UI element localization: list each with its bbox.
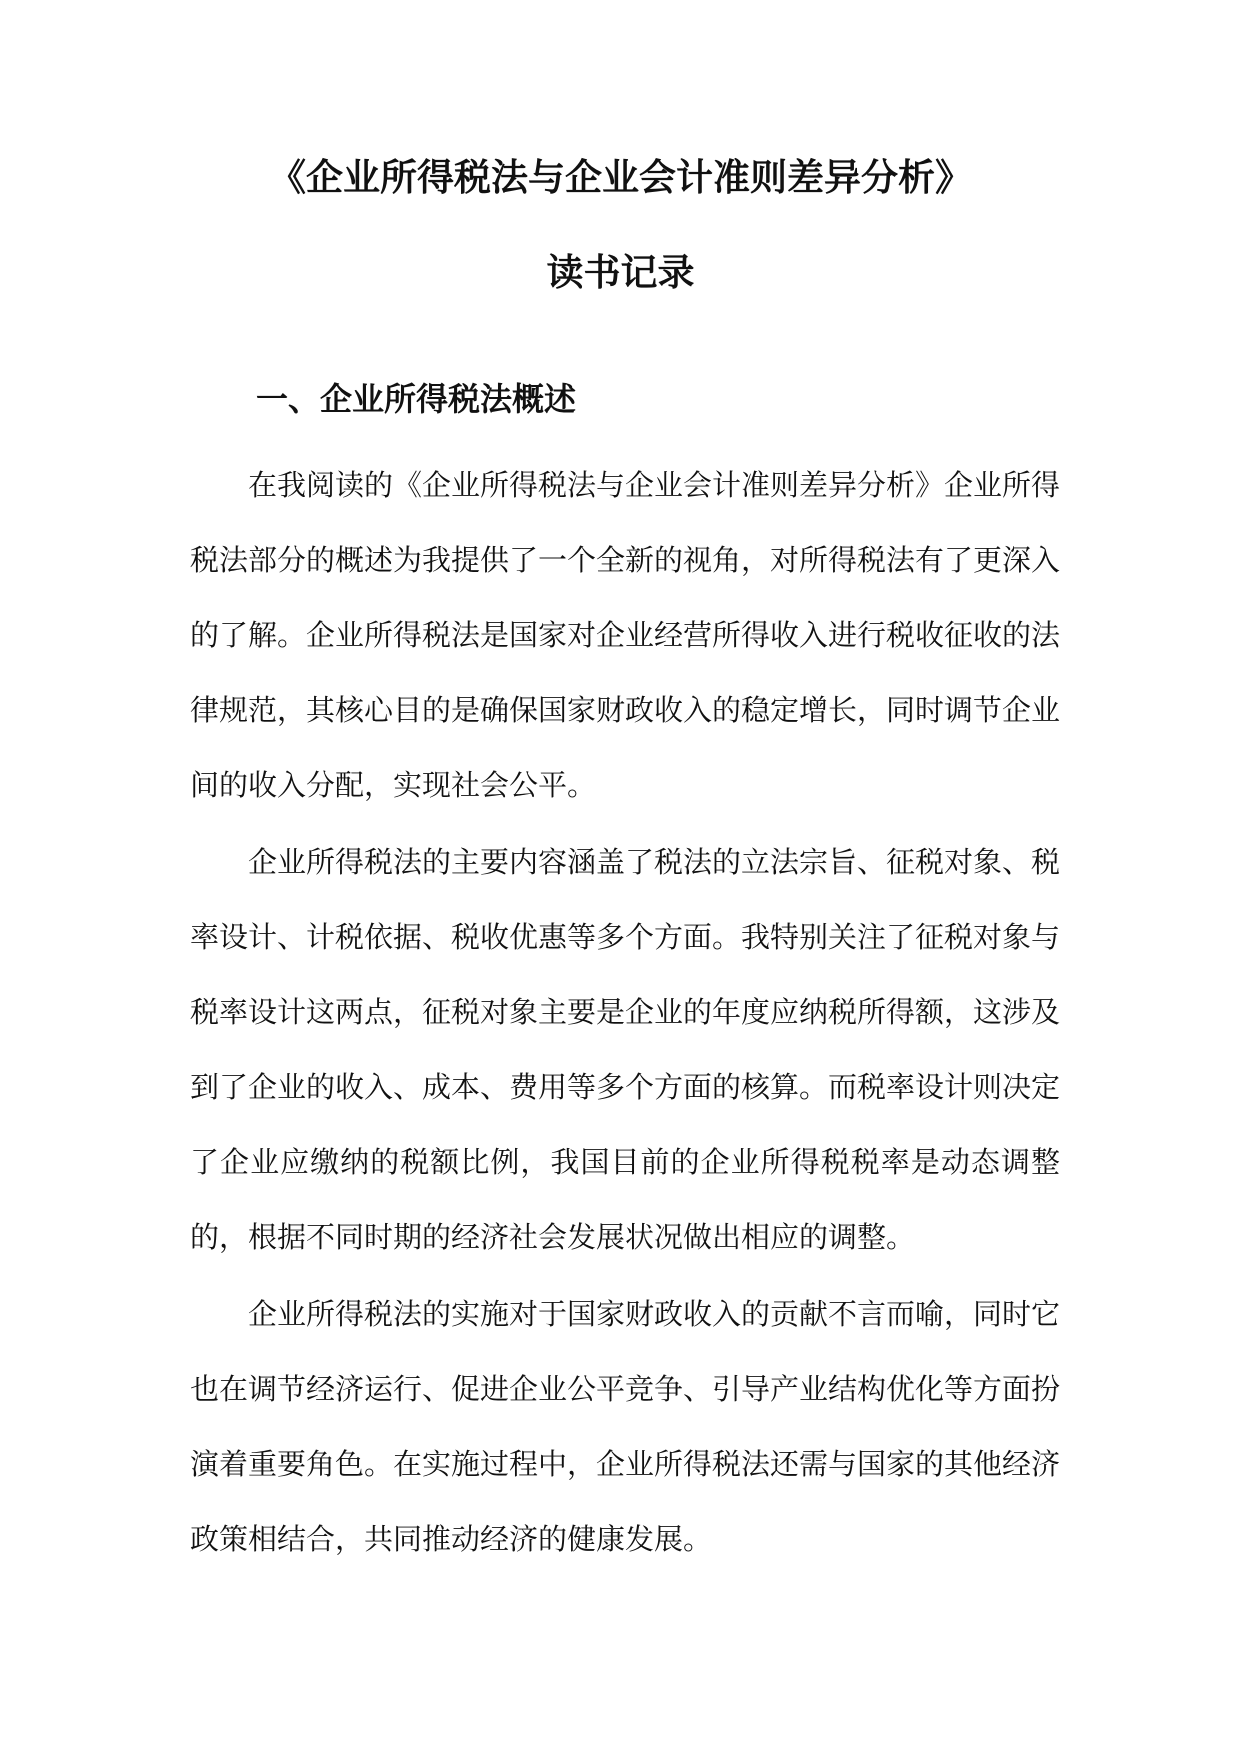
paragraph-1: 在我阅读的《企业所得税法与企业会计准则差异分析》企业所得税法部分的概述为我提供了一个全新的视角，对所得税法有了更深入的了解。企业所得税法是国家对企业经营所得收入进行税收征收的法律规范，其核心目的是确保国家财政收入的稳定增长，同时调节企业间的收入分配，实现社会公平。 bbox=[190, 468, 1061, 802]
paragraph-3: 企业所得税法的实施对于国家财政收入的贡献不言而喻，同时它也在调节经济运行、促进企业公平竞争、引导产业结构优化等方面扮演着重要角色。在实施过程中，企业所得税法还需与国家的其他经济政策相结合，共同推动经济的健康发展。 bbox=[190, 1297, 1061, 1556]
section-heading: 一、企业所得税法概述 bbox=[256, 380, 577, 418]
paragraph-2: 企业所得税法的主要内容涵盖了税法的立法宗旨、征税对象、税率设计、计税依据、税收优惠等多个方面。我特别关注了征税对象与税率设计这两点，征税对象主要是企业的年度应纳税所得额，这涉及到了企业的收入、成本、费用等多个方面的核算。而税率设计则决定了企业应缴纳的税额比例，我国目前的企业所得税税率是动态调整的，根据不同时期的经济社会发展状况做出相应的调整。 bbox=[190, 845, 1061, 1254]
document-title: 《企业所得税法与企业会计准则差异分析》 bbox=[269, 155, 972, 199]
document-subtitle: 读书记录 bbox=[546, 250, 695, 294]
